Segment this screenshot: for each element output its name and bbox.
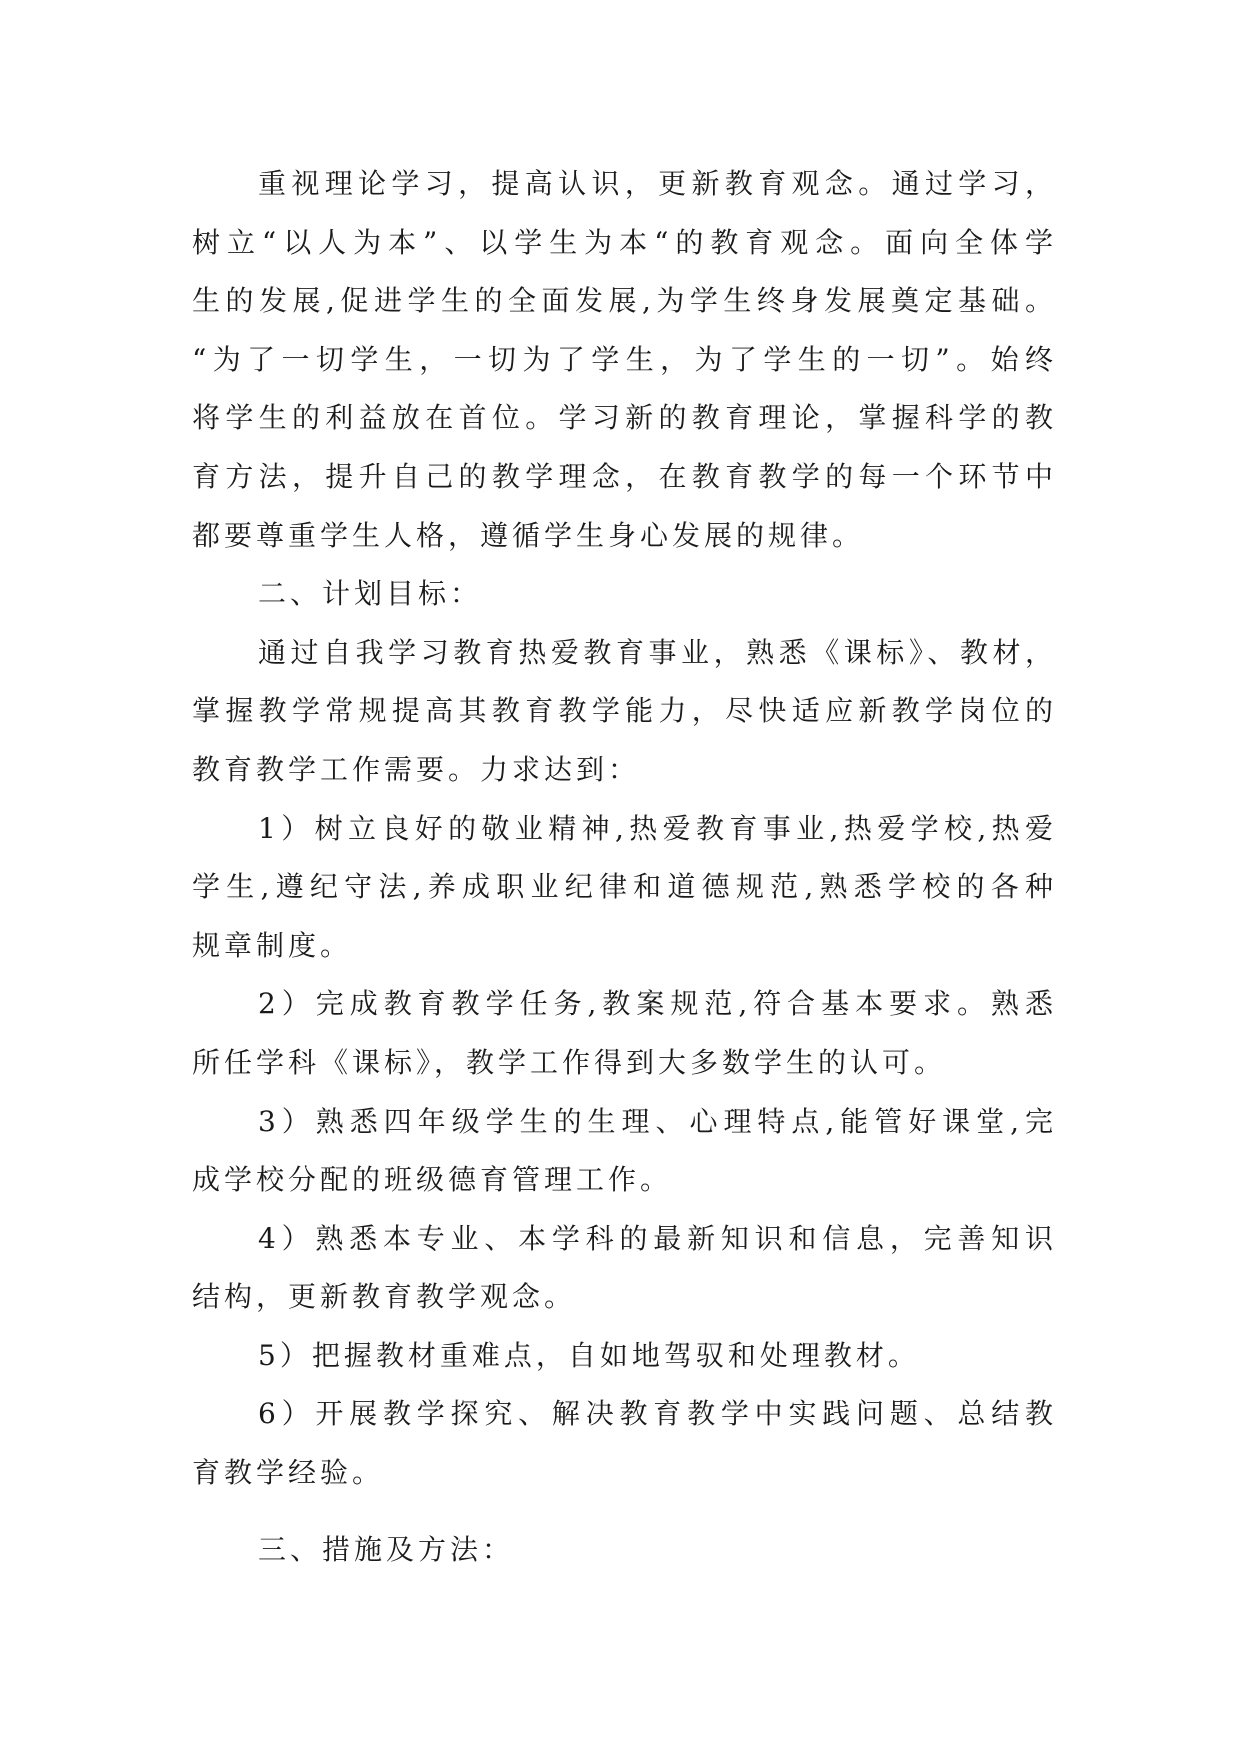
list-item-2 (192, 975, 1057, 1092)
section-heading: 三、措施及方法： (258, 1532, 515, 1566)
list-item-5 (192, 1327, 1057, 1386)
paragraph-line: 规章制度。 (192, 928, 353, 962)
paragraph-line: 育教学经验。 (192, 1456, 385, 1490)
paragraph-line: 通过自我学习教育热爱教育事业，熟悉《课标》、教材， (258, 635, 1057, 669)
paragraph-line: 育方法，提升自己的教学理念，在教育教学的每一个环节中 (192, 459, 1057, 493)
paragraph-line: 3）熟悉四年级学生的生理、心理特点,能管好课堂,完 (258, 1104, 1057, 1138)
paragraph-line: “为了一切学生，一切为了学生，为了学生的一切”。始终 (192, 342, 1057, 376)
paragraph-goals-intro (192, 624, 1057, 800)
section-heading: 二、计划目标： (258, 577, 483, 611)
section-heading-plan-goals (192, 565, 1057, 624)
paragraph-line: 2）完成教育教学任务,教案规范,符合基本要求。熟悉 (258, 987, 1057, 1021)
paragraph-line: 掌握教学常规提高其教育教学能力，尽快适应新教学岗位的 (192, 694, 1057, 728)
list-item-1 (192, 800, 1057, 976)
paragraph-line: 5）把握教材重难点，自如地驾驭和处理教材。 (258, 1338, 920, 1372)
paragraph-line: 树立“以人为本”、以学生为本“的教育观念。面向全体学 (192, 225, 1057, 259)
paragraph-line: 学生,遵纪守法,养成职业纪律和道德规范,熟悉学校的各种 (192, 870, 1057, 904)
paragraph-theory-study (192, 155, 1057, 565)
paragraph-line: 4）熟悉本专业、本学科的最新知识和信息，完善知识 (258, 1221, 1057, 1255)
section-heading-measures (192, 1521, 1057, 1580)
paragraph-line: 成学校分配的班级德育管理工作。 (192, 1163, 673, 1197)
paragraph-line: 重视理论学习，提高认识，更新教育观念。通过学习， (258, 167, 1057, 200)
paragraph-line: 6）开展教学探究、解决教育教学中实践问题、总结教 (258, 1397, 1057, 1431)
paragraph-line: 将学生的利益放在首位。学习新的教育理论，掌握科学的教 (192, 401, 1057, 435)
paragraph-line: 所任学科《课标》，教学工作得到大多数学生的认可。 (192, 1045, 947, 1079)
paragraph-line: 教育教学工作需要。力求达到： (192, 752, 641, 786)
list-item-6 (192, 1385, 1057, 1502)
list-item-3 (192, 1093, 1057, 1210)
paragraph-line: 结构，更新教育教学观念。 (192, 1280, 577, 1314)
document-body (192, 155, 1057, 1579)
list-item-4 (192, 1210, 1057, 1327)
paragraph-line: 生的发展,促进学生的全面发展,为学生终身发展奠定基础。 (192, 284, 1057, 318)
paragraph-line: 都要尊重学生人格，遵循学生身心发展的规律。 (192, 518, 865, 552)
paragraph-line: 1）树立良好的敬业精神,热爱教育事业,热爱学校,热爱 (258, 811, 1057, 845)
